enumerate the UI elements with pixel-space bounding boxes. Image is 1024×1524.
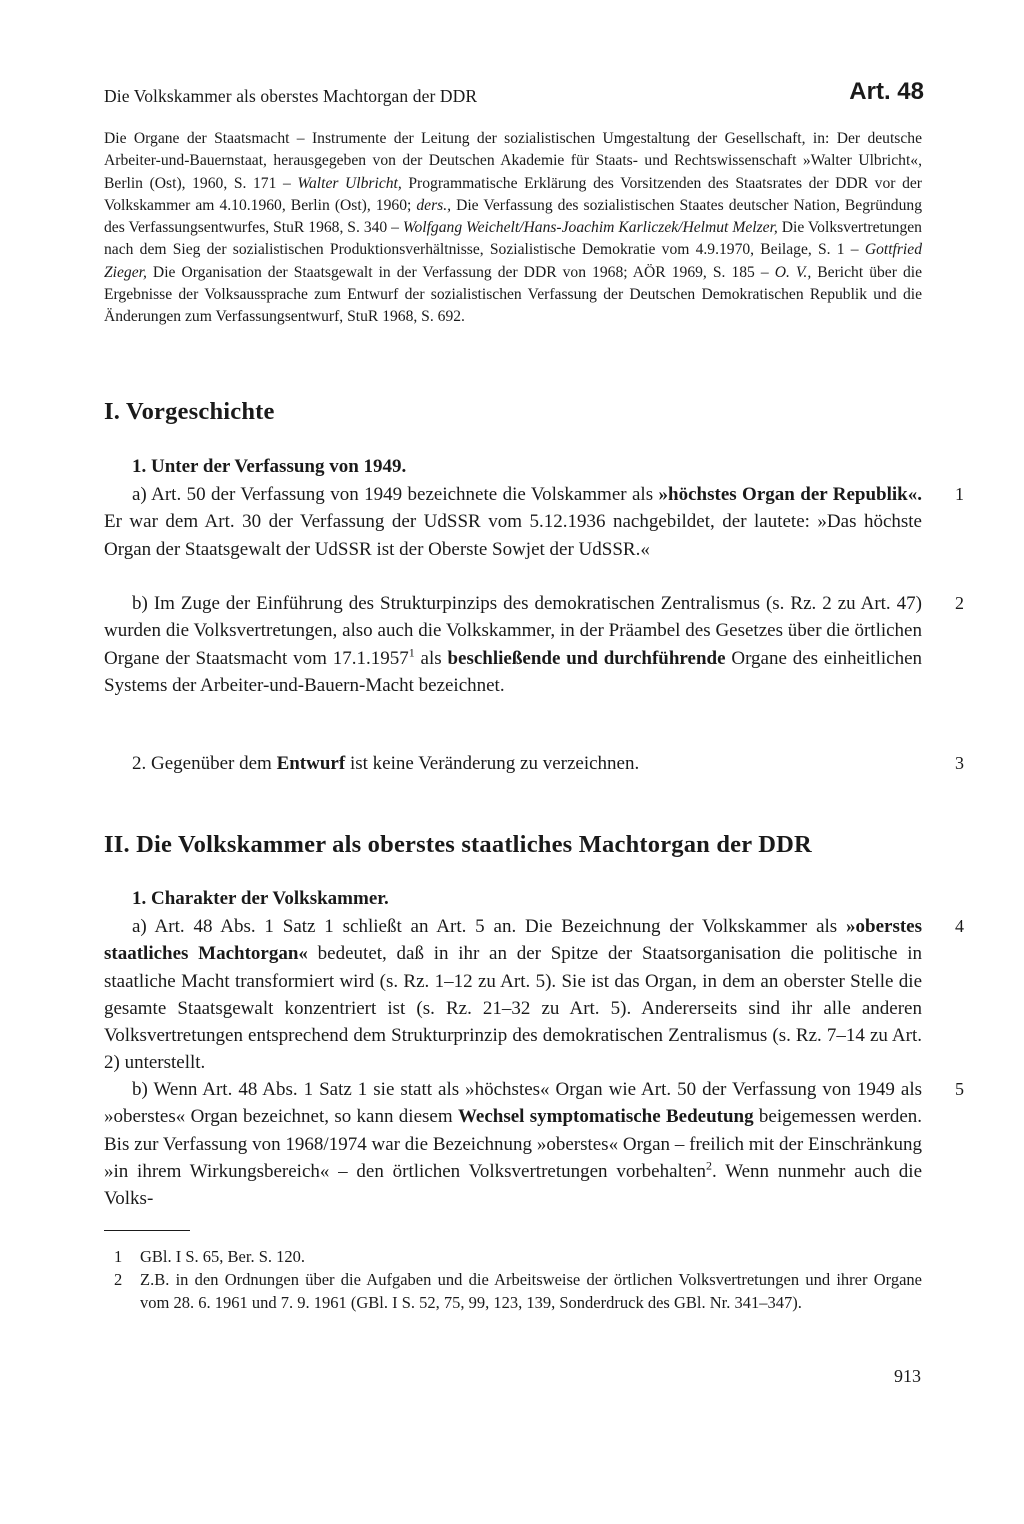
paragraph-rz-1 <box>104 481 922 563</box>
paragraph-text: Er war dem Art. 30 der Verfassung der UdSSR vom 5.12.1936 nachgebildet, der lautete: »Das höchste Organ der Staatsgewalt der UdSSR ist der Oberste Sowjet der UdSSR.« <box>104 511 922 560</box>
literature-text: Programmatische Erklärung des Vorsitzenden des Staatsrates der DDR vor der Volkskammer am 4.10.1960, Berlin (Ost), 1960; <box>104 174 922 214</box>
footnote-reference: 1 <box>408 645 415 660</box>
literature-author: Wolfgang Weichelt/Hans-Joachim Karliczek/Helmut Melzer, <box>402 219 778 237</box>
literature-text: Bericht über die Ergebnisse der Volksaussprache zum Entwurf der sozialistischen Verfassung der Deutschen Demokratischen Republik und die Änderungen zum Verfassungsentwurf, StuR 1968, S. 692. <box>104 263 922 326</box>
section-heading-volkskammer: II. Die Volkskammer als oberstes staatliches Machtorgan der DDR <box>104 831 812 858</box>
paragraph-text: Organe des einheitlichen Systems der Arbeiter-und-Bauern-Macht bezeichnet. <box>104 647 923 696</box>
margin-number-5: 5 <box>955 1079 964 1099</box>
emphasis-text: beschließende und durchführende <box>447 647 726 669</box>
literature-text: Die Organisation der Staatsgewalt in der Verfassung der DDR von 1968; AÖR 1969, S. 185 – <box>146 263 775 281</box>
paragraph-text: . Wenn nunmehr auch die Volks- <box>104 1160 923 1210</box>
paragraph-text: ist keine Veränderung zu verzeichnen. <box>345 753 640 774</box>
margin-number-1: 1 <box>955 484 964 504</box>
sub-heading-verfassung-1949: 1. Unter der Verfassung von 1949. <box>132 456 407 477</box>
footnote-1 <box>114 1246 922 1269</box>
literature-text: Die Volksvertretungen nach dem Sieg der sozialistischen Produktionsverhältnisse, Sozialistische Demokratie vom 4.9.1970, Beilage, S. 1 – <box>104 219 922 259</box>
paragraph-rz-3 <box>104 750 922 777</box>
footnote-number: 2 <box>114 1270 123 1289</box>
footnote-text: GBl. I S. 65, Ber. S. 120. <box>140 1247 306 1266</box>
margin-number-3: 3 <box>955 753 964 773</box>
literature-text: Die Verfassung des sozialistischen Staates deutscher Nation, Begründung des Verfassungsentwurfes, StuR 1968, S. 340 – <box>104 196 922 237</box>
footnote-reference: 2 <box>706 1158 713 1173</box>
article-label: Art. 48 <box>849 78 924 105</box>
margin-number-4: 4 <box>955 916 964 936</box>
literature-author: ders., <box>416 196 452 214</box>
margin-number-2: 2 <box>955 593 964 613</box>
emphasis-text: »höchstes Organ der Republik«. <box>658 484 922 505</box>
paragraph-text: a) Art. 48 Abs. 1 Satz 1 schließt an Art. 5 an. Die Bezeichnung der Volkskammer als <box>132 916 847 937</box>
footnote-divider <box>104 1230 190 1231</box>
paragraph-rz-2 <box>104 590 922 699</box>
paragraph-text: 2. Gegenüber dem <box>132 753 277 774</box>
footnote-2 <box>114 1269 922 1314</box>
footnote-text: Z.B. in den Ordnungen über die Aufgaben und die Arbeitsweise der örtlichen Volksvertretungen und ihrer Organe vom 28. 6. 1961 und 7. 9. 1961 (GBl. I S. 52, 75, 99, 123, 139, Sonderdruck des GBl. Nr. 341–347). <box>140 1270 922 1312</box>
page-number: 913 <box>894 1366 921 1386</box>
paragraph-text: a) Art. 50 der Verfassung von 1949 bezeichnete die Volskammer als <box>132 484 659 505</box>
sub-heading-charakter: 1. Charakter der Volkskammer. <box>132 888 389 909</box>
paragraph-text: b) Wenn Art. 48 Abs. 1 Satz 1 sie statt als »höchstes« Organ wie Art. 50 der Verfassung von 1949 als »oberstes« Organ bezeichnet, so kann diesem <box>104 1079 922 1128</box>
paragraph-text: beigemessen werden. Bis zur Verfassung von 1968/1974 war die Bezeichnung »oberstes« Organ – freilich mit der Einschränkung »in ihrem Wirkungsbereich« – den örtlichen Volksvertretungen vorbehalten <box>104 1106 922 1182</box>
emphasis-text: Wechsel symptomatische Bedeutung <box>457 1106 754 1128</box>
emphasis-text: »oberstes staatliches Machtorgan« <box>104 916 922 965</box>
section-heading-vorgeschichte: I. Vorgeschichte <box>104 398 275 425</box>
emphasis-text: Entwurf <box>276 753 346 774</box>
paragraph-rz-4 <box>104 913 922 1077</box>
paragraph-text: b) Im Zuge der Einführung des Strukturpinzips des demokratischen Zentralismus (s. Rz. 2 zu Art. 47) wurden die Volksvertretungen, also auch die Volkskammer, in der Präambel des Gesetzes über die örtlichen Organe der Staatsmacht vom 17.1.1957 <box>104 593 922 669</box>
literature-text: Die Organe der Staatsmacht – Instrumente der Leitung der sozialistischen Umgestaltung der Gesellschaft, in: Der deutsche Arbeiter-und-Bauernstaat, herausgegeben von der Deutschen Akademie für Staats- und Rechtswissenschaft »Walter Ulbricht«, Berlin (Ost), 1960, S. 171 – <box>104 130 922 192</box>
footnote-number: 1 <box>114 1247 123 1266</box>
literature-author: Gottfried Zieger, <box>104 241 922 281</box>
literature-author: Walter Ulbricht, <box>297 174 402 192</box>
paragraph-text: als <box>414 647 448 669</box>
literature-author: O. V., <box>774 263 812 281</box>
paragraph-text: bedeutet, daß in ihr an der Spitze der Staatsorganisation die politische in staatliche Macht transformiert wird (s. Rz. 1–12 zu Art. 5). Sie ist das Organ, in dem an oberster Stelle die gesamte Staatsgewalt konzentriert ist (s. Rz. 21–32 zu Art. 5). Andererseits sind ihr alle anderen Volksvertretungen entsprechend dem Strukturprinzip des demokratischen Zentralismus (s. Rz. 7–14 zu Art. 2) unterstellt. <box>104 943 922 1074</box>
literature-list <box>104 128 922 329</box>
running-title: Die Volkskammer als oberstes Machtorgan der DDR <box>104 86 478 106</box>
paragraph-rz-5 <box>104 1076 922 1212</box>
